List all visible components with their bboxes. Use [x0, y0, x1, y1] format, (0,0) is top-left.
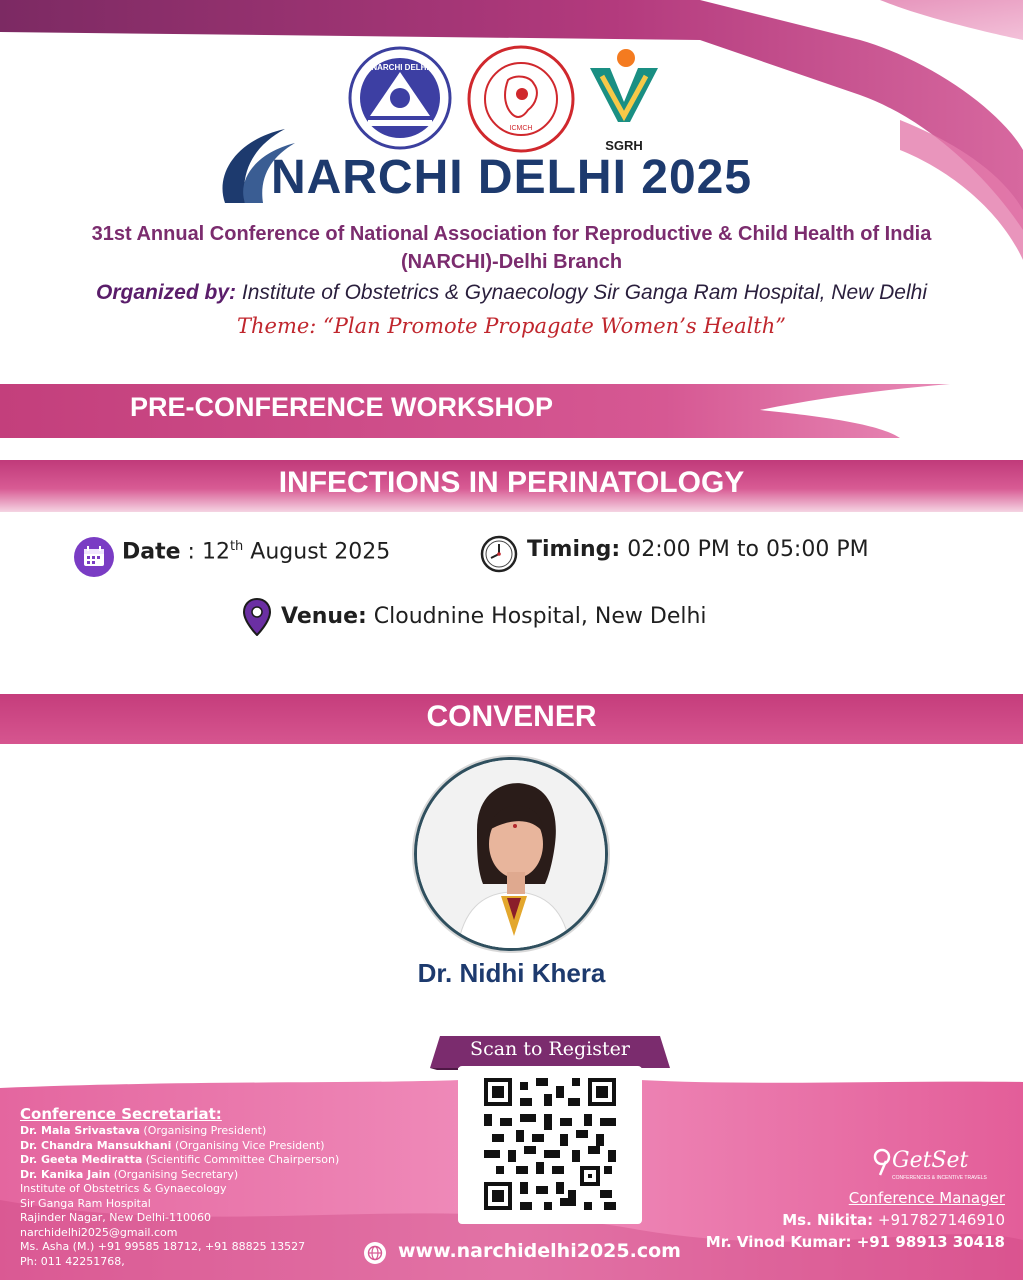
event-date [122, 539, 390, 564]
date-separator: : [180, 539, 202, 565]
secretariat-person [20, 1139, 420, 1154]
workshop-topic: INFECTIONS IN PERINATOLOGY [278, 466, 745, 499]
convener-photo [414, 757, 608, 951]
getset-brand: GetSet [892, 1148, 969, 1173]
convener-heading: CONVENER [426, 700, 597, 733]
globe-icon [364, 1242, 386, 1264]
convener-name: Dr. Nidhi Khera [417, 958, 606, 988]
sgrh-logo [584, 46, 664, 156]
manager-title: Conference Manager [848, 1189, 1005, 1207]
conference-subtitle: 31st Annual Conference of National Association for Reproductive & Child Health of India [91, 223, 932, 245]
date-label: Date [122, 539, 181, 565]
narchi-logo [348, 46, 452, 150]
calendar-icon [74, 537, 114, 577]
date-rest: August 2025 [243, 539, 391, 565]
date-suffix: th [229, 539, 244, 554]
conference-manager [706, 1187, 1005, 1253]
timing-value: 02:00 PM to 05:00 PM [620, 537, 869, 562]
person-role: (Organising Vice President) [171, 1138, 325, 1152]
secretariat-person [20, 1124, 420, 1139]
svg-text:SGRH: SGRH [605, 138, 643, 153]
secretariat-title: Conference Secretariat: [20, 1105, 222, 1123]
address-line: Rajinder Nagar, New Delhi-110060 [20, 1211, 211, 1224]
event-venue [281, 604, 707, 629]
manager-contact [706, 1231, 1005, 1253]
convener-portrait [417, 760, 608, 951]
clock-icon [480, 535, 518, 573]
preconference-title: PRE-CONFERENCE WORKSHOP [130, 392, 554, 422]
email-link[interactable]: narchidelhi2025@gmail.com [20, 1225, 178, 1239]
contact-name: Ms. Nikita: [782, 1211, 874, 1229]
person-role: (Organising Secretary) [110, 1167, 239, 1181]
website-link[interactable]: www.narchidelhi2025.com [398, 1240, 681, 1262]
getset-logo [872, 1143, 1002, 1185]
phone-line: Ph: 011 42251768, [20, 1254, 125, 1268]
date-day: 12 [201, 539, 230, 565]
venue-value: Cloudnine Hospital, New Delhi [366, 604, 707, 629]
getset-tagline: CONFERENCES & INCENTIVE TRAVELS [892, 1175, 987, 1181]
contact-phone[interactable]: +91 98913 30418 [851, 1233, 1005, 1251]
organizer-label: Organized by: [96, 281, 237, 304]
organizer-value: Institute of Obstetrics & Gynaecology Sir Ganga Ram Hospital, New Delhi [236, 281, 927, 304]
event-timing [527, 537, 869, 562]
venue-label: Venue: [281, 604, 367, 629]
conference-branch: (NARCHI)-Delhi Branch [400, 251, 623, 273]
scan-register-label: Scan to Register [470, 1038, 630, 1060]
svg-text:NARCHI DELHI: NARCHI DELHI [371, 63, 429, 72]
organizer-line [0, 281, 1023, 305]
contact-phone[interactable]: +917827146910 [873, 1211, 1005, 1229]
conference-secretariat [20, 1105, 420, 1269]
person-name: Dr. Chandra Mansukhani [20, 1138, 172, 1152]
secretariat-person [20, 1153, 420, 1168]
svg-text:ICMCH: ICMCH [509, 125, 533, 132]
conference-theme: Theme: “Plan Promote Propagate Women’s Health” [236, 314, 786, 338]
contact-name: Mr. Vinod Kumar: [705, 1233, 852, 1251]
secretariat-person [20, 1168, 420, 1183]
conference-title: NARCHI DELHI 2025 [270, 151, 753, 204]
phone-line: Ms. Asha (M.) +91 99585 18712, +91 88825 13527 [20, 1240, 306, 1253]
person-role: (Scientific Committee Chairperson) [142, 1153, 340, 1166]
register-qr-code[interactable] [484, 1078, 616, 1210]
location-pin-icon [243, 598, 271, 636]
person-role: (Organising President) [139, 1124, 267, 1137]
address-line: Sir Ganga Ram Hospital [20, 1196, 151, 1210]
person-name: Dr. Geeta Mediratta [20, 1153, 143, 1166]
person-name: Dr. Mala Srivastava [20, 1124, 140, 1137]
manager-contact [706, 1209, 1005, 1231]
person-name: Dr. Kanika Jain [20, 1167, 111, 1181]
icmch-logo [466, 44, 576, 154]
timing-label: Timing: [527, 537, 621, 562]
address-line: Institute of Obstetrics & Gynaecology [20, 1182, 227, 1195]
